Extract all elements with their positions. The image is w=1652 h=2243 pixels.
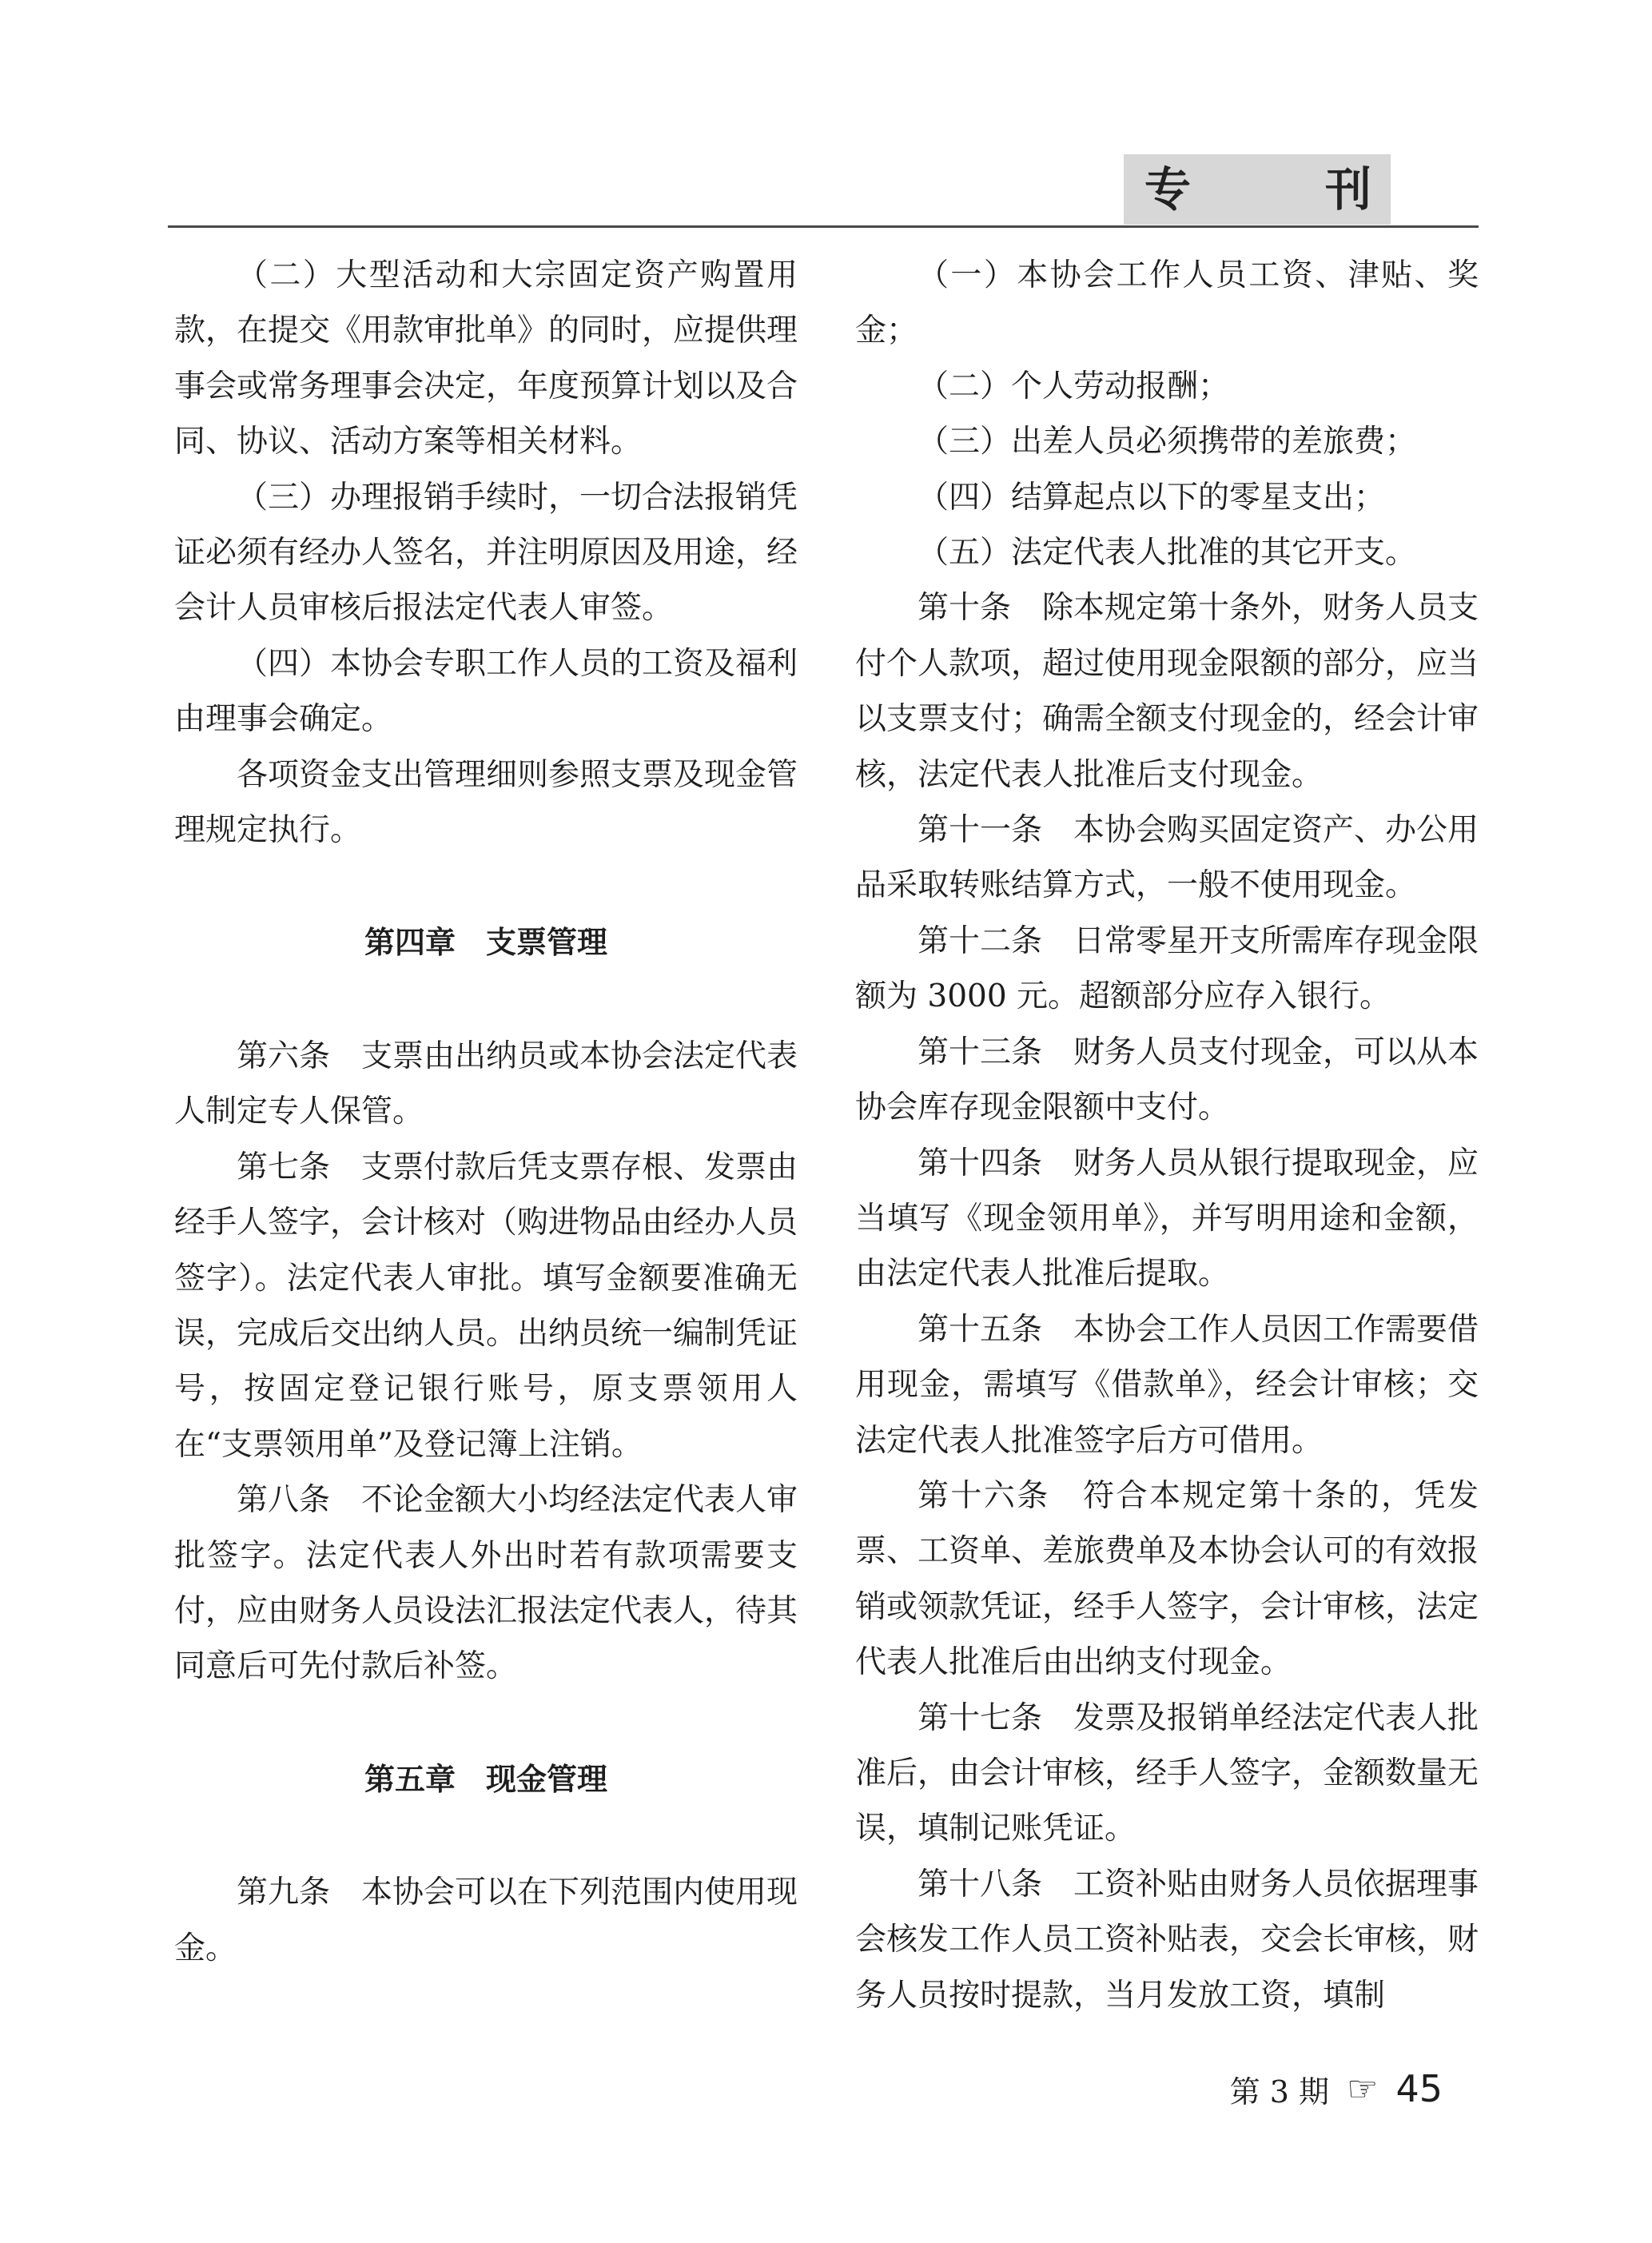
chapter-heading: 第五章 现金管理 (364, 1761, 607, 1797)
page-number: 45 (1395, 2067, 1443, 2110)
paragraph: 第十一条 本协会购买固定资产、办公用品采取转账结算方式，一般不使用现金。 (855, 812, 1479, 904)
paragraph: 第十八条 工资补贴由财务人员依据理事会核发工作人员工资补贴表，交会长审核，财务人员按时提款，当月发放工资，填制 (855, 1866, 1479, 2014)
section-header-tab (1124, 154, 1391, 225)
paragraph: （二）个人劳动报酬； (918, 368, 1230, 404)
right-column (855, 248, 1479, 2023)
paragraph: 各项资金支出管理细则参照支票及现金管理规定执行。 (174, 756, 798, 849)
page-footer (1230, 2061, 1443, 2117)
paragraph: 第七条 支票付款后凭支票存根、发票由经手人签字，会计核对（购进物品由经办人员签字）。法定代表人审批。填写金额要准确无误，完成后交出纳人员。出纳员统一编制凭证号，按固定登记银行账号，原支票领用人在“支票领用单”及登记簿上注销。 (174, 1149, 798, 1463)
paragraph: 第十三条 财务人员支付现金，可以从本协会库存现金限额中支付。 (855, 1034, 1479, 1126)
paragraph: （三）出差人员必须携带的差旅费； (918, 424, 1417, 460)
paragraph: 第十七条 发票及报销单经法定代表人批准后，由会计审核，经手人签字，金额数量无误，填制记账凭证。 (855, 1699, 1479, 1847)
paragraph: （二）大型活动和大宗固定资产购置用款，在提交《用款审批单》的同时，应提供理事会或常务理事会决定，年度预算计划以及合同、协议、活动方案等相关材料。 (174, 257, 798, 460)
paragraph: 第八条 不论金额大小均经法定代表人审批签字。法定代表人外出时若有款项需要支付，应由财务人员设法汇报法定代表人，待其同意后可先付款后补签。 (174, 1482, 798, 1685)
paragraph: 第十四条 财务人员从银行提取现金，应当填写《现金领用单》，并写明用途和金额，由法定代表人批准后提取。 (855, 1145, 1479, 1293)
paragraph: （五）法定代表人批准的其它开支。 (918, 535, 1417, 572)
paragraph: （四）本协会专职工作人员的工资及福利由理事会确定。 (174, 645, 798, 738)
issue-label: 第 3 期 (1229, 2074, 1329, 2110)
section-header-char-1: 专 (1144, 162, 1192, 217)
paragraph: 第十条 除本规定第十条外，财务人员支付个人款项，超过使用现金限额的部分，应当以支票支付；确需全额支付现金的，经会计审核，法定代表人批准后支付现金。 (855, 590, 1479, 793)
paragraph: （四）结算起点以下的零星支出； (918, 479, 1386, 516)
pointing-hand-icon: ☞ (1347, 2068, 1379, 2110)
paragraph: 第十五条 本协会工作人员因工作需要借用现金，需填写《借款单》，经会计审核；交法定代表人批准签字后方可借用。 (855, 1311, 1479, 1459)
paragraph: 第十二条 日常零星开支所需库存现金限额为 3000 元。超额部分应存入银行。 (855, 922, 1479, 1015)
paragraph: 第九条 本协会可以在下列范围内使用现金。 (174, 1874, 798, 1966)
paragraph: 第十六条 符合本规定第十条的，凭发票、工资单、差旅费单及本协会认可的有效报销或领款凭证，经手人签字，会计审核，法定代表人批准后由出纳支付现金。 (855, 1477, 1479, 1681)
paragraph: 第六条 支票由出纳员或本协会法定代表人制定专人保管。 (174, 1038, 798, 1130)
header-rule (168, 225, 1479, 228)
paragraph: （三）办理报销手续时，一切合法报销凭证必须有经办人签名，并注明原因及用途，经会计人员审核后报法定代表人审签。 (174, 479, 798, 627)
chapter-heading: 第四章 支票管理 (364, 925, 607, 961)
section-header-char-2: 刊 (1325, 162, 1372, 217)
paragraph: （一）本协会工作人员工资、津贴、奖金； (855, 257, 1479, 349)
left-column (174, 248, 798, 1976)
